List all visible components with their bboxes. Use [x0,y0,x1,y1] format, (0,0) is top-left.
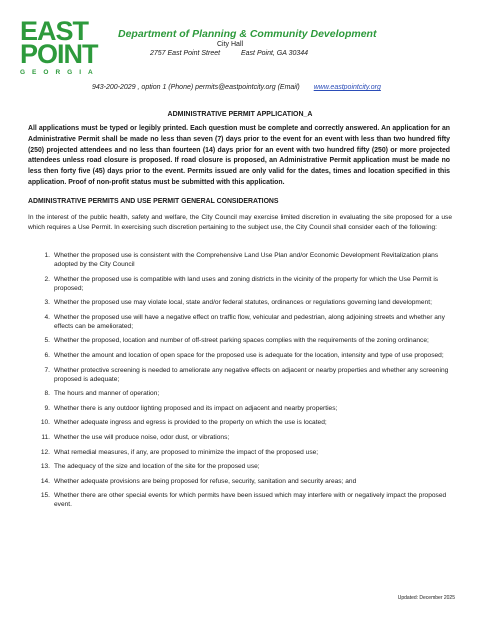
list-item [28,448,452,457]
item-number: 3. [44,299,50,307]
logo-line-east: EAST [20,16,89,46]
item-text: The adequacy of the size and location of the site for the proposed use; [54,463,260,471]
website-link[interactable]: www.eastpointcity.org [313,84,381,91]
logo-line-georgia: GEORGIA [20,69,100,76]
east-point-logo [20,16,100,76]
item-number: 7. [44,366,50,374]
item-number: 8. [44,390,50,398]
item-number: 12. [40,448,50,456]
department-name: Department of Planning & Community Development [118,28,377,40]
list-item [28,491,452,509]
item-number: 9. [44,404,50,412]
city-hall-label: City Hall [217,41,244,48]
list-item [28,477,452,486]
item-text: Whether there is any outdoor lighting proposed and its impact on adjacent and nearby properties; [54,404,338,412]
item-number: 4. [44,313,50,321]
section-paragraph: In the interest of the public health, safety and welfare, the City Council may exercise limited discretion in evaluating the site proposed for a use which requires a Use Permit. In exercising such discretion pertaining to the subject use, the City Council shall consider each of the following: [28,214,452,231]
item-text: Whether the proposed, location and number of off-street parking spaces complies with the requirements of the zoning ordinance; [54,337,429,345]
contact-phone-email: 943-200-2029 , option 1 (Phone) permits@eastpointcity.org (Email) [92,84,300,91]
item-text: Whether adequate provisions are being proposed for refuse, security, sanitation and security areas; and [54,477,357,485]
street-address: 2757 East Point Street [150,50,221,57]
list-item [28,251,452,269]
list-item [28,433,452,442]
list-item [28,275,452,293]
considerations-list [28,251,452,515]
item-text: Whether protective screening is needed to ameliorate any negative effects on adjacent or nearby properties and whether any screening proposed is adequate; [54,366,449,383]
updated-date: Updated: December 2025 [397,595,455,601]
section-heading: ADMINISTRATIVE PERMITS AND USE PERMIT GENERAL CONSIDERATIONS [28,198,279,205]
item-number: 15. [40,492,50,500]
list-item [28,366,452,384]
item-text: Whether the proposed use will have a negative effect on traffic flow, vehicular and pedestrian, along adjoining streets and whether any effects can be ameliorated; [54,313,445,330]
list-item [28,462,452,471]
list-item [28,351,452,360]
list-item [28,404,452,413]
city-state-zip: East Point, GA 30344 [241,50,309,57]
item-text: Whether the amount and location of open space for the proposed use is adequate for the location, intensity and type of use proposed; [54,351,444,359]
item-number: 14. [40,477,50,485]
list-item [28,336,452,345]
list-item [28,298,452,307]
item-text: Whether the proposed use is compatible with land uses and zoning districts in the vicinity of the property for which the Use Permit is proposed; [54,275,439,292]
list-item [28,389,452,398]
document-title: ADMINISTRATIVE PERMIT APPLICATION_A [167,111,313,118]
contact-line [92,84,381,91]
item-text: Whether there are other special events for which permits have been issued which may interfere with or negatively impact the proposed event. [54,492,447,509]
item-text: Whether the use will produce noise, odor dust, or vibrations; [54,433,230,441]
item-number: 11. [41,433,50,441]
item-text: Whether the proposed use may violate local, state and/or federal statutes, ordinances or regulations governing land development; [54,299,432,307]
list-item [28,418,452,427]
logo-line-point: POINT [20,39,98,69]
item-text: Whether the proposed use is consistent with the Comprehensive Land Use Plan and/or Economic Development Revitalization plans adopted by the City Council [54,252,439,268]
intro-instructions: All applications must be typed or legibly printed. Each question must be complete and correctly answered. An application for an Administrative Permit shall be made no less than seven (7) days prior to the event for an event with less than two hundred fifty (250) projected attendees and no less than fourteen (14) days prior for an event with two hundred fifty (250) or more projected attendees unless road closure is proposed. If road closure is proposed, an Administrative Permit application must be made no less then forty five (45) days prior to the event. Permits issued are only valid for the dates, times and location specified in this application. Proof of non-profit status must be submitted with this application. [28,125,450,186]
item-number: 13. [40,463,50,471]
item-number: 6. [44,351,50,359]
item-number: 10. [40,419,50,427]
item-text: The hours and manner of operation; [54,390,160,398]
item-number: 5. [44,337,50,345]
item-number: 2. [44,275,50,283]
item-number: 1. [44,252,50,259]
list-item [28,313,452,331]
item-text: What remedial measures, if any, are proposed to minimize the impact of the proposed use; [54,448,319,456]
item-text: Whether adequate ingress and egress is provided to the property on which the use is located; [54,419,327,427]
